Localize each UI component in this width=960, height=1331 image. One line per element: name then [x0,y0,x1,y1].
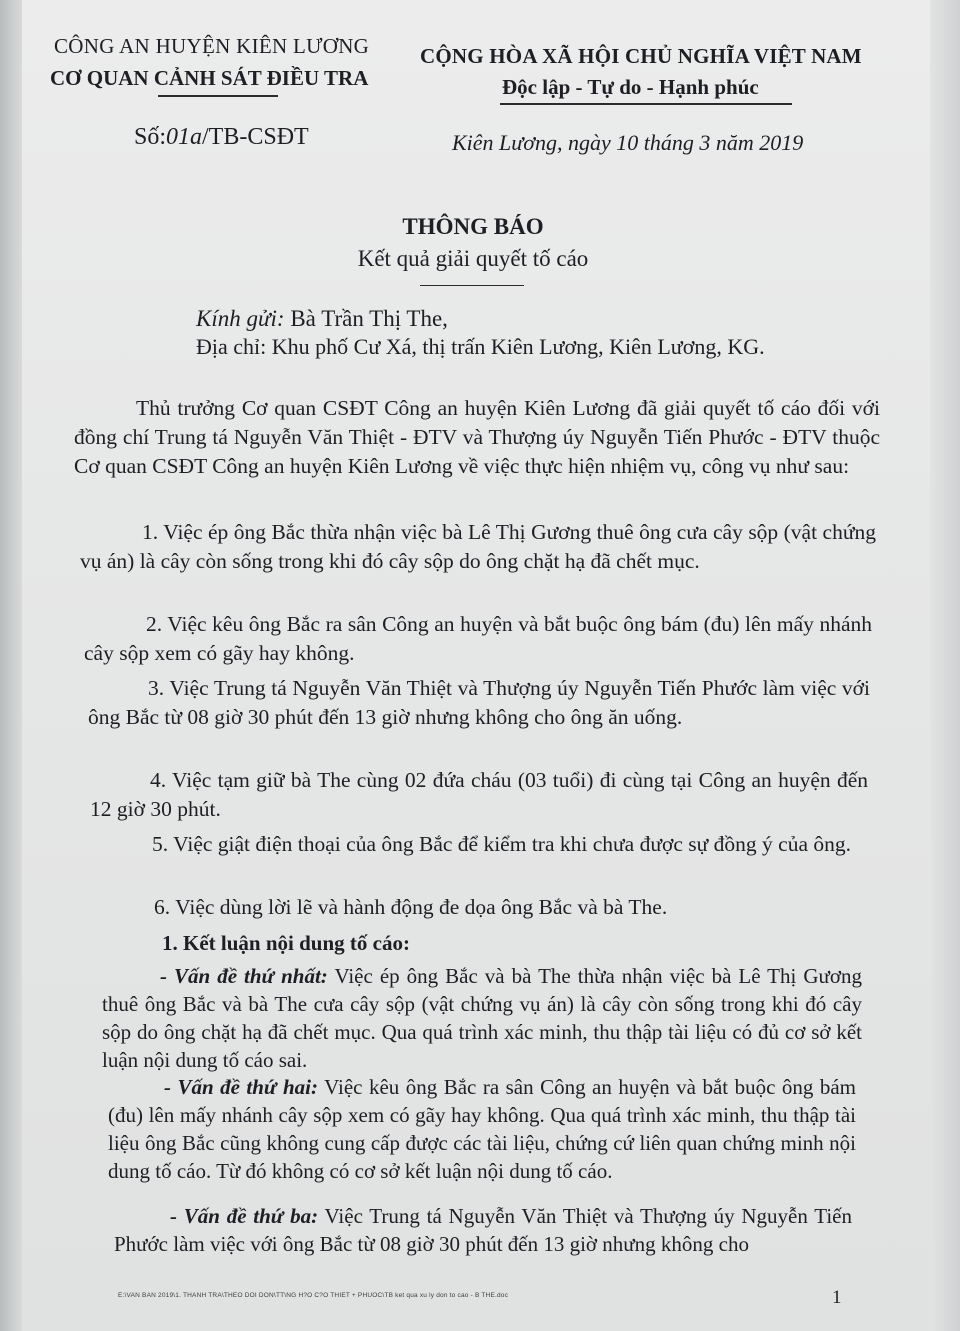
document-number [134,124,309,151]
motto-underline [500,103,792,105]
list-item: 1. Việc ép ông Bắc thừa nhận việc bà Lê Thị Gương thuê ông cưa cây sộp (vật chứng vụ án) là cây còn sống trong khi đó cây sộp do ông chặt hạ đã chết mục. [80,520,876,573]
list-item: 4. Việc tạm giữ bà The cùng 02 đứa cháu (03 tuổi) đi cùng tại Công an huyện đến 12 giờ 30 phút. [90,768,868,821]
list-item: 2. Việc kêu ông Bắc ra sân Công an huyện và bắt buộc ông bám (đu) lên mấy nhánh cây sộp xem có gãy hay không. [84,612,872,665]
recipient-address: Địa chỉ: Khu phố Cư Xá, thị trấn Kiên Lương, Kiên Lương, KG. [196,334,765,359]
issue-lead: - Vấn đề thứ ba: [170,1204,319,1228]
national-motto: Độc lập - Tự do - Hạnh phúc [502,75,759,99]
list-item: 3. Việc Trung tá Nguyễn Văn Thiệt và Thượng úy Nguyễn Tiến Phước làm việc với ông Bắc từ 08 giờ 30 phút đến 13 giờ nhưng không cho ông ăn uống. [88,676,870,729]
list-item: 5. Việc giật điện thoại của ông Bắc để kiểm tra khi chưa được sự đồng ý của ông. [152,832,852,856]
page-edge-right [930,0,960,1331]
issue-text: Việc Trung tá Nguyễn Văn Thiệt và Thượng úy Nguyễn Tiến Phước làm việc với ông Bắc từ 08 giờ 30 phút đến 13 giờ nhưng không cho [114,1204,853,1256]
conclusion-issue [108,1073,856,1185]
page-number: 1 [832,1287,842,1308]
document-number-value: 01a [166,124,203,150]
footer-file-path: E:\VAN BAN 2019\1. THANH TRA\THEO DOI DON\TT\NG H?O C?O THIET + PHUOC\TB ket qua xu ly don to cao - B THE.doc [118,1292,509,1299]
page-edge-left [0,0,22,1331]
issue-lead: - Vấn đề thứ nhất: [160,964,328,988]
document-title: THÔNG BÁO [402,214,544,239]
recipient-line [196,306,448,332]
recipient-label: Kính gửi: [196,306,285,331]
place-and-date: Kiên Lương, ngày 10 tháng 3 năm 2019 [452,130,804,155]
conclusion-issue [114,1202,852,1258]
issue-text: Việc ép ông Bắc và bà The thừa nhận việc bà Lê Thị Gương thuê ông Bắc và bà The cưa cây sộp (vật chứng vụ án) là cây còn sống trong khi đó cây sộp do ông chặt hạ đã chết mục. Qua quá trình xác minh, thu thập tài liệu có đủ cơ sở kết luận nội dung tố cáo sai. [102,964,863,1072]
issue-lead: - Vấn đề thứ hai: [164,1075,318,1099]
list-item: 6. Việc dùng lời lẽ và hành động đe dọa ông Bắc và bà The. [154,895,668,919]
agency-underline [158,95,278,97]
agency-department: CƠ QUAN CẢNH SÁT ĐIỀU TRA [50,66,369,90]
agency-name: CÔNG AN HUYỆN KIÊN LƯƠNG [54,34,370,58]
conclusion-heading: 1. Kết luận nội dung tố cáo: [162,931,410,955]
title-underline [420,285,524,286]
conclusion-issue [102,962,862,1074]
national-title: CỘNG HÒA XÃ HỘI CHỦ NGHĨA VIỆT NAM [420,44,862,68]
intro-paragraph: Thủ trưởng Cơ quan CSĐT Công an huyện Kiên Lương đã giải quyết tố cáo đối với đồng chí Trung tá Nguyễn Văn Thiệt - ĐTV và Thượng úy Nguyễn Tiến Phước - ĐTV thuộc Cơ quan CSĐT Công an huyện Kiên Lương về việc thực hiện nhiệm vụ, công vụ như sau: [74,396,880,478]
document-number-suffix: /TB-CSĐT [202,124,309,150]
issue-text: Việc kêu ông Bắc ra sân Công an huyện và bắt buộc ông bám (đu) lên mấy nhánh cây sộp xem có gãy hay không. Qua quá trình xác minh, thu thập tài liệu ông Bắc cũng không cung cấp được các tài liệu, chứng cứ liên quan chứng minh nội dung tố cáo. Từ đó không có cơ sở kết luận nội dung tố cáo. [108,1075,856,1183]
document-number-label: Số: [134,124,167,150]
document-subtitle: Kết quả giải quyết tố cáo [357,246,589,271]
recipient-name: Bà Trần Thị The, [290,306,448,331]
